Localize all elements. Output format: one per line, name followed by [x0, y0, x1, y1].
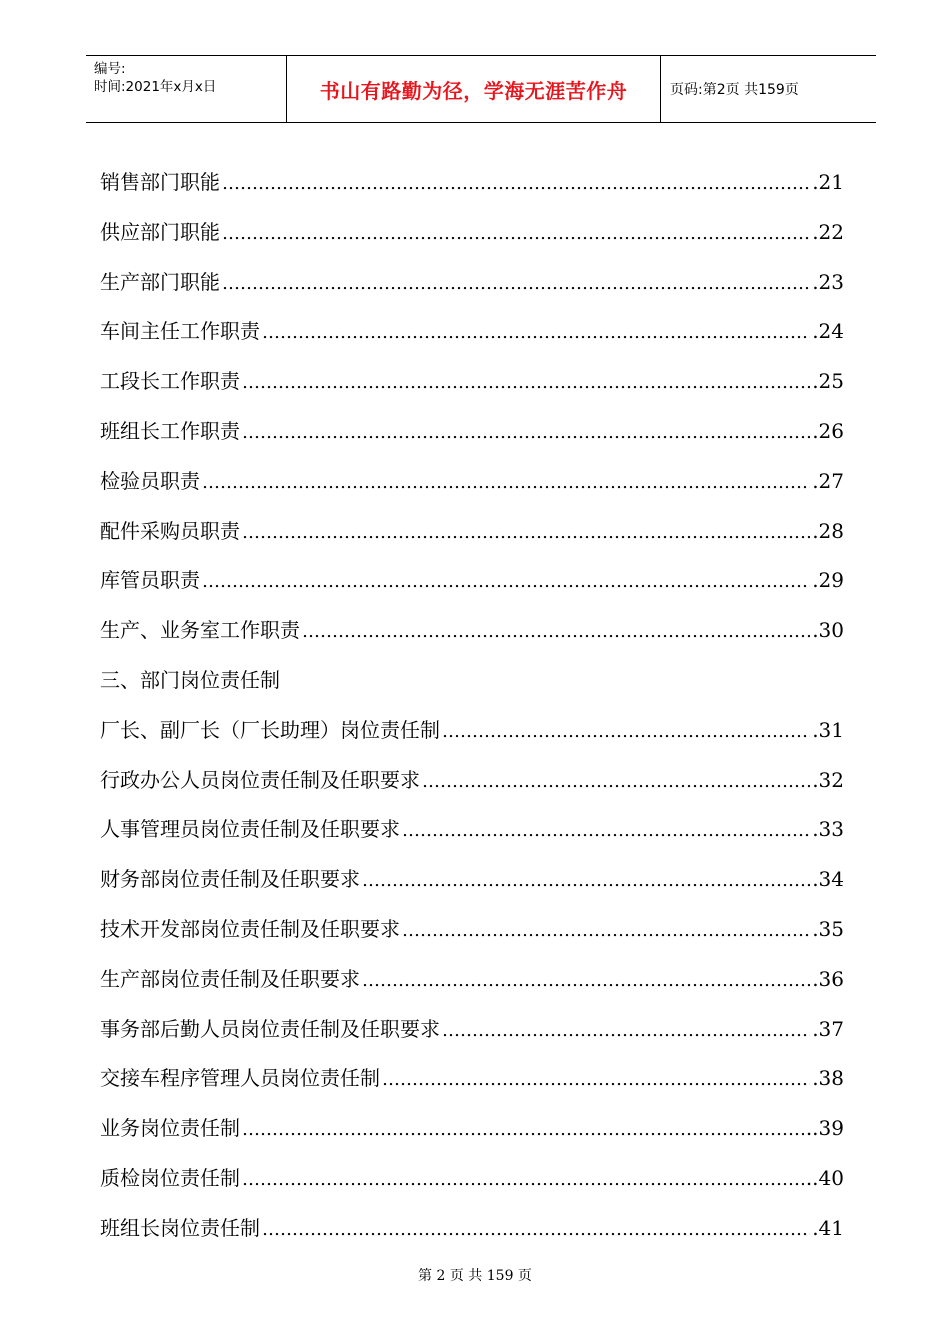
- toc-entry-title: 工段长工作职责: [100, 369, 240, 394]
- toc-entry[interactable]: [100, 606, 844, 656]
- toc-dot-leader: [442, 706, 810, 757]
- toc-dot-leader: [362, 955, 810, 1006]
- toc-page-number: .38: [812, 1066, 844, 1091]
- toc-dot-leader: [362, 855, 810, 906]
- toc-entry-title: 财务部岗位责任制及任职要求: [100, 867, 360, 892]
- toc-page-number: .29: [812, 568, 844, 593]
- toc-entry[interactable]: [100, 905, 844, 955]
- toc-entry[interactable]: [100, 955, 844, 1005]
- header-motto-cell: [287, 56, 661, 122]
- toc-entry[interactable]: [100, 805, 844, 855]
- toc-dot-leader: [242, 1154, 804, 1205]
- toc-entry[interactable]: [100, 357, 844, 407]
- toc-dot-leader: [222, 258, 810, 309]
- document-number-label: 编号:: [94, 61, 126, 77]
- toc-entry-title: 库管员职责: [100, 568, 200, 593]
- toc-dot-leader: [242, 507, 810, 558]
- toc-entry[interactable]: [100, 1104, 844, 1154]
- toc-entry[interactable]: [100, 307, 844, 357]
- toc-entry[interactable]: [100, 457, 844, 507]
- toc-page-number: .26: [812, 418, 844, 443]
- toc-entry-title: 业务岗位责任制: [100, 1116, 240, 1141]
- toc-entry-title: 技术开发部岗位责任制及任职要求: [100, 916, 400, 941]
- header-motto: 书山有路勤为径，学海无涯苦作舟: [319, 78, 628, 103]
- toc-page-number: .36: [812, 966, 844, 991]
- toc-page-number: .41: [812, 1215, 844, 1240]
- toc-dot-leader: [242, 407, 810, 458]
- document-time-label: 时间:2021年x月x日: [94, 79, 217, 95]
- toc-page-number: .25: [812, 369, 844, 394]
- toc-page-number: .33: [812, 817, 844, 842]
- toc-dot-leader: [222, 208, 810, 259]
- page-header: [86, 55, 876, 123]
- toc-entry[interactable]: [100, 158, 844, 208]
- toc-entry-title: 行政办公人员岗位责任制及任职要求: [100, 767, 420, 792]
- toc-page-number: .32: [812, 767, 844, 792]
- toc-dot-leader: [262, 307, 810, 358]
- toc-entry-title: 生产部门职能: [100, 269, 220, 294]
- toc-page-number: .28: [812, 518, 844, 543]
- toc-page-number: .22: [812, 219, 844, 244]
- toc-entry-title: 人事管理员岗位责任制及任职要求: [100, 817, 400, 842]
- toc-dot-leader: [442, 1005, 810, 1056]
- toc-page-number: .30: [812, 618, 844, 643]
- toc-entry[interactable]: [100, 208, 844, 258]
- toc-entry[interactable]: [100, 507, 844, 557]
- toc-dot-leader: [202, 457, 810, 508]
- toc-dot-leader: [402, 905, 810, 956]
- toc-entry-title: 班组长岗位责任制: [100, 1215, 260, 1240]
- toc-dot-leader: [262, 1204, 810, 1255]
- toc-entry[interactable]: [100, 756, 844, 806]
- toc-page-number: .24: [812, 319, 844, 344]
- toc-page-number: .27: [812, 468, 844, 493]
- toc-entry-title: 事务部后勤人员岗位责任制及任职要求: [100, 1016, 440, 1041]
- toc-entry[interactable]: [100, 1204, 844, 1254]
- toc-entry-title: 交接车程序管理人员岗位责任制: [100, 1066, 380, 1091]
- toc-entry[interactable]: [100, 407, 844, 457]
- toc-entry[interactable]: [100, 556, 844, 606]
- toc-entry[interactable]: [100, 1154, 844, 1204]
- toc-dot-leader: [402, 805, 810, 856]
- toc-page-number: .37: [812, 1016, 844, 1041]
- toc-entry-title: 销售部门职能: [100, 170, 220, 194]
- toc-entry-title: 供应部门职能: [100, 219, 220, 244]
- toc-dot-leader: [202, 556, 810, 607]
- header-meta: [86, 56, 287, 122]
- toc-page-number: ..40: [805, 1165, 844, 1190]
- table-of-contents: [100, 158, 844, 1254]
- toc-dot-leader: [242, 1104, 804, 1155]
- toc-entry-title: 厂长、副厂长（厂长助理）岗位责任制: [100, 717, 440, 742]
- toc-entry-title: 生产部岗位责任制及任职要求: [100, 966, 360, 991]
- toc-entry[interactable]: [100, 1054, 844, 1104]
- toc-entry-title: 车间主任工作职责: [100, 319, 260, 344]
- toc-dot-leader: [222, 158, 810, 209]
- toc-section-heading[interactable]: [100, 656, 844, 706]
- toc-entry-title: 班组长工作职责: [100, 418, 240, 443]
- page-footer: 第 2 页 共 159 页: [418, 1268, 532, 1284]
- toc-dot-leader: [242, 357, 810, 408]
- toc-page-number: .21: [812, 170, 844, 194]
- toc-page-number: ..39: [805, 1116, 844, 1141]
- toc-dot-leader: [382, 1054, 810, 1105]
- toc-entry[interactable]: [100, 855, 844, 905]
- toc-page-number: .35: [812, 916, 844, 941]
- toc-entry-title: 配件采购员职责: [100, 518, 240, 543]
- header-page-info: 页码:第2页 共159页: [670, 82, 799, 98]
- toc-dot-leader: [422, 756, 810, 807]
- toc-entry-title: 生产、业务室工作职责: [100, 618, 300, 643]
- toc-page-number: .34: [812, 867, 844, 892]
- toc-entry[interactable]: [100, 258, 844, 308]
- toc-entry-title: 三、部门岗位责任制: [100, 667, 280, 692]
- toc-entry[interactable]: [100, 1005, 844, 1055]
- toc-entry-title: 质检岗位责任制: [100, 1165, 240, 1190]
- toc-entry[interactable]: [100, 706, 844, 756]
- toc-dot-leader: [302, 606, 810, 657]
- toc-page-number: .23: [812, 269, 844, 294]
- toc-page-number: .31: [812, 717, 844, 742]
- toc-entry-title: 检验员职责: [100, 468, 200, 493]
